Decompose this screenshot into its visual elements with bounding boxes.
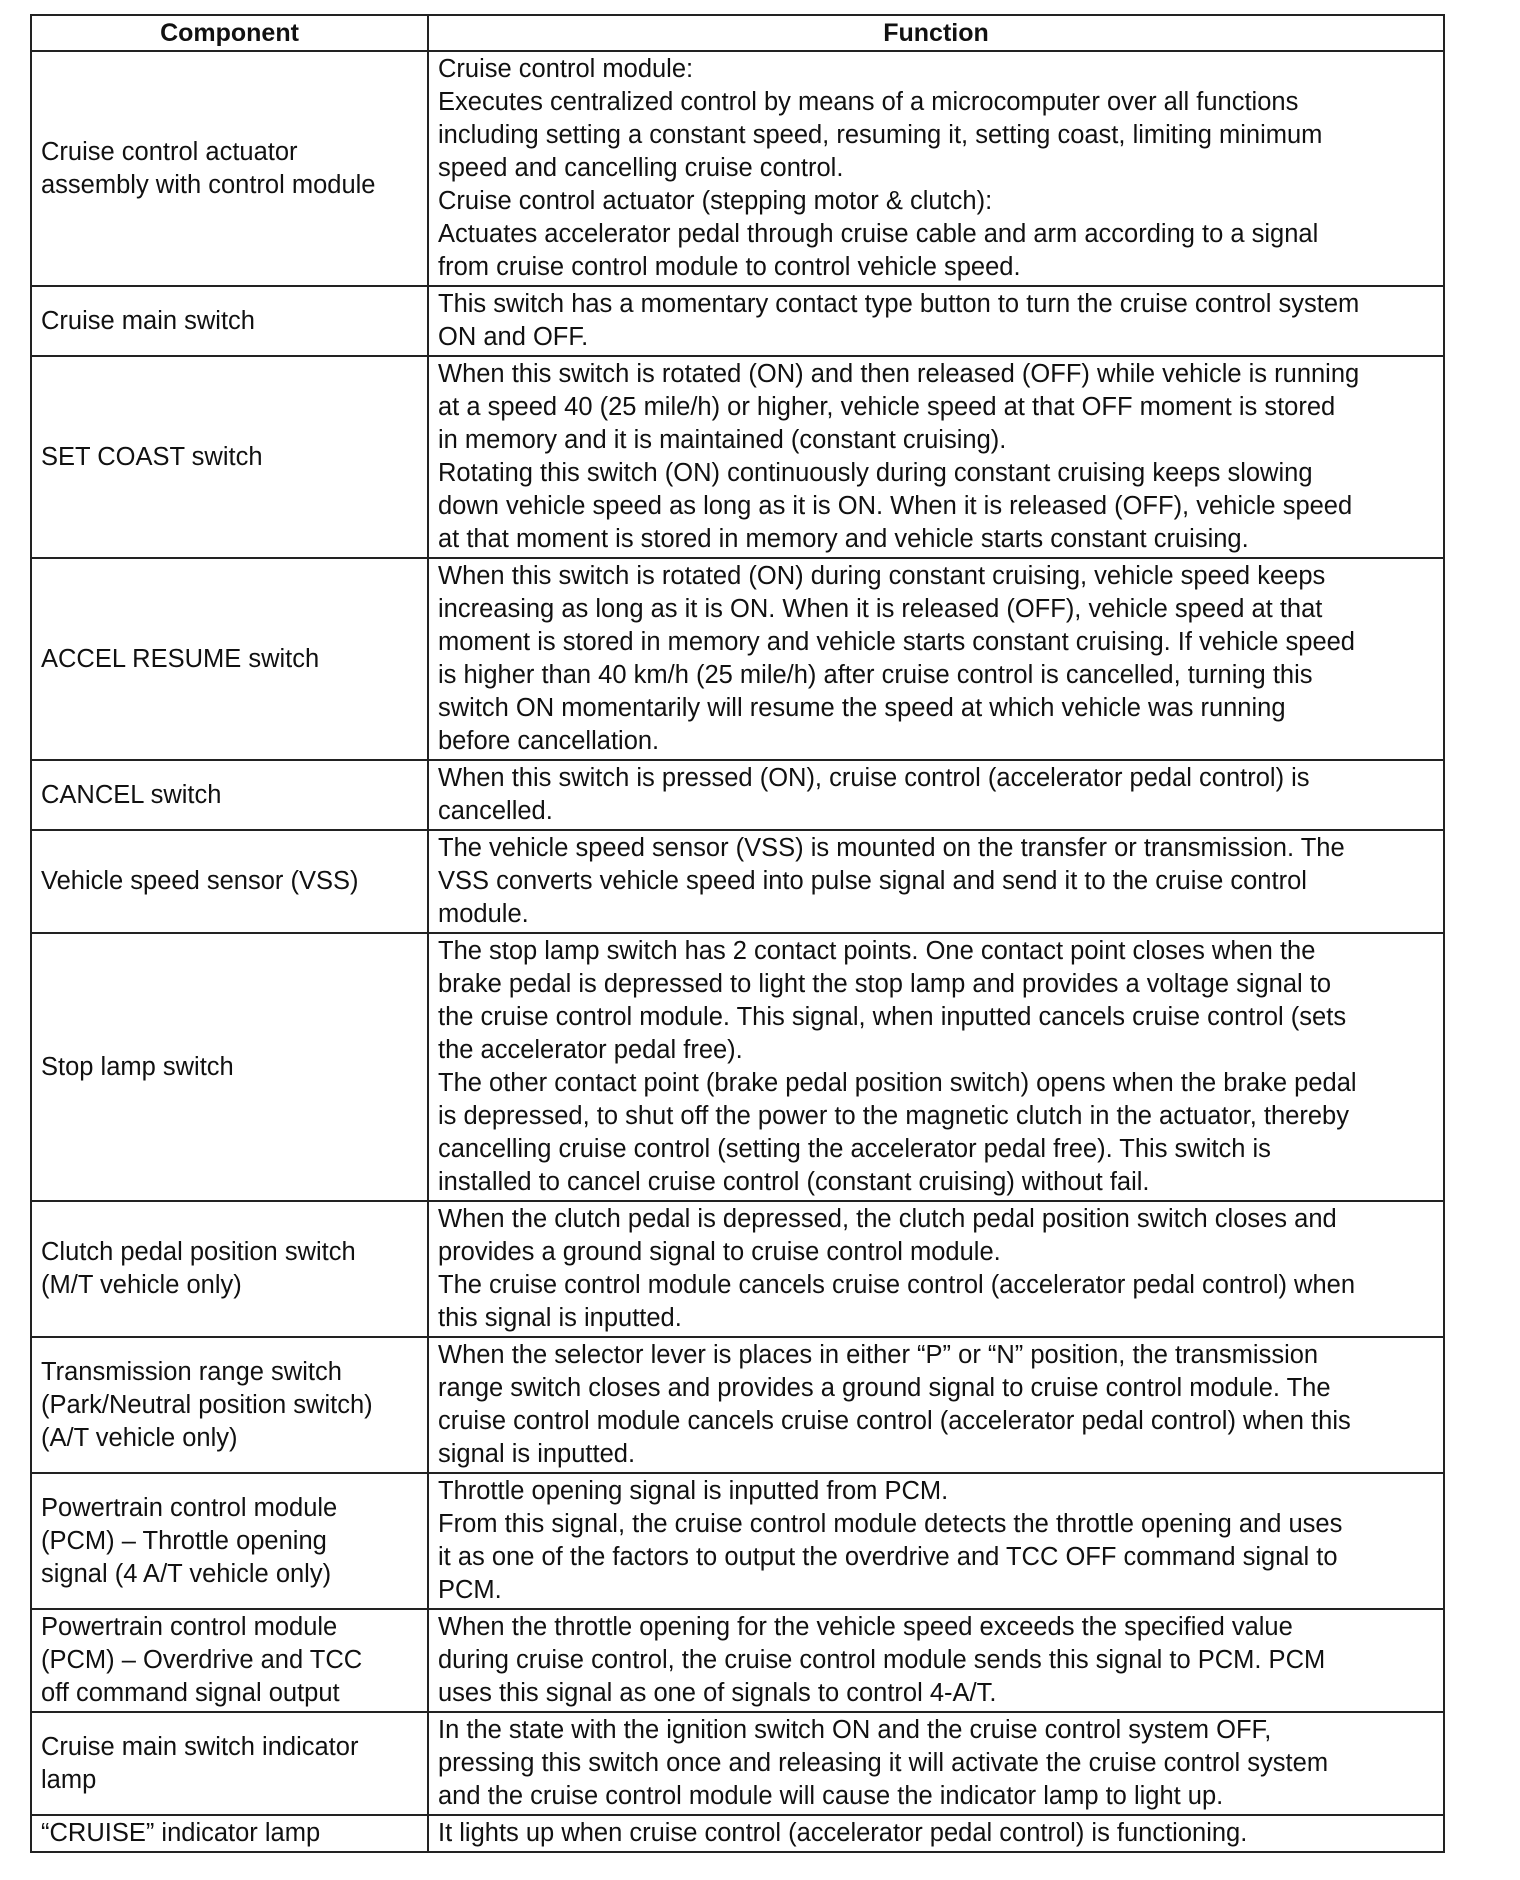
function-text-line: PCM. [438, 1576, 502, 1604]
table-row [31, 356, 1444, 558]
function-text-line: From this signal, the cruise control module detects the throttle opening and uses [438, 1510, 1343, 1538]
component-text-line: lamp [41, 1765, 97, 1794]
function-text-line: ON and OFF. [438, 323, 589, 351]
function-text-line: VSS converts vehicle speed into pulse signal and send it to the cruise control [438, 867, 1307, 895]
function-cell [428, 1473, 1444, 1609]
function-text-line: down vehicle speed as long as it is ON. When it is released (OFF), vehicle speed [438, 492, 1353, 520]
function-cell [428, 1815, 1444, 1852]
function-cell [428, 1712, 1444, 1815]
function-cell [428, 933, 1444, 1201]
function-text-line: brake pedal is depressed to light the stop lamp and provides a voltage signal to [438, 970, 1332, 998]
component-text-line: Clutch pedal position switch [41, 1238, 356, 1266]
function-text-line: the accelerator pedal free). [438, 1036, 743, 1064]
component-cell [31, 51, 428, 286]
function-cell [428, 1201, 1444, 1337]
function-text-line: This switch has a momentary contact type button to turn the cruise control system [438, 290, 1360, 318]
function-text-line: from cruise control module to control vehicle speed. [438, 253, 1021, 281]
function-cell [428, 1609, 1444, 1712]
component-cell [31, 286, 428, 356]
function-text-line: signal is inputted. [438, 1440, 636, 1468]
function-text-line: increasing as long as it is ON. When it is released (OFF), vehicle speed at that [438, 595, 1323, 623]
header-component: Component [31, 15, 428, 51]
function-cell [428, 51, 1444, 286]
component-cell [31, 830, 428, 933]
component-cell [31, 760, 428, 830]
component-cell [31, 1337, 428, 1473]
function-text-line: The stop lamp switch has 2 contact points. One contact point closes when the [438, 937, 1316, 965]
function-text-line: it as one of the factors to output the overdrive and TCC OFF command signal to [438, 1543, 1338, 1571]
function-cell [428, 286, 1444, 356]
function-text-line: When the selector lever is places in either “P” or “N” position, the transmission [438, 1341, 1319, 1369]
function-text-line: the cruise control module. This signal, when inputted cancels cruise control (sets [438, 1003, 1347, 1031]
function-text-line: range switch closes and provides a ground signal to cruise control module. The [438, 1374, 1331, 1402]
table-row [31, 1609, 1444, 1712]
function-text-line: Cruise control actuator (stepping motor & clutch): [438, 187, 993, 215]
table-row [31, 51, 1444, 286]
function-text-line: The vehicle speed sensor (VSS) is mounted on the transfer or transmission. The [438, 834, 1345, 862]
table-row [31, 760, 1444, 830]
table-row [31, 830, 1444, 933]
component-cell [31, 558, 428, 760]
component-text-line: Cruise main switch indicator [41, 1732, 359, 1761]
component-text-line: assembly with control module [41, 170, 376, 199]
function-cell [428, 760, 1444, 830]
function-text-line: installed to cancel cruise control (constant cruising) without fail. [438, 1168, 1150, 1196]
component-text-line: Cruise control actuator [41, 137, 298, 166]
function-text-line: is higher than 40 km/h (25 mile/h) after cruise control is cancelled, turning this [438, 661, 1313, 689]
function-text-line: module. [438, 900, 529, 928]
function-text-line: at that moment is stored in memory and vehicle starts constant cruising. [438, 525, 1249, 553]
function-text-line: Rotating this switch (ON) continuously during constant cruising keeps slowing [438, 459, 1313, 487]
function-text-line: switch ON momentarily will resume the speed at which vehicle was running [438, 694, 1286, 722]
table-row [31, 558, 1444, 760]
function-text-line: Cruise control module: [438, 55, 694, 83]
function-text-line: this signal is inputted. [438, 1304, 682, 1332]
function-cell [428, 356, 1444, 558]
component-text-line: (Park/Neutral position switch) [41, 1390, 373, 1419]
component-text-line: ACCEL RESUME switch [41, 644, 320, 673]
component-cell [31, 356, 428, 558]
component-text-line: Powertrain control module [41, 1613, 338, 1641]
component-cell [31, 1712, 428, 1815]
component-text-line: Transmission range switch [41, 1357, 342, 1386]
function-text-line: The other contact point (brake pedal position switch) opens when the brake pedal [438, 1069, 1357, 1097]
function-text-line: before cancellation. [438, 727, 660, 755]
function-text-line: moment is stored in memory and vehicle starts constant cruising. If vehicle speed [438, 628, 1355, 656]
function-text-line: cruise control module cancels cruise control (accelerator pedal control) when this [438, 1407, 1351, 1435]
function-cell [428, 830, 1444, 933]
component-text-line: off command signal output [41, 1679, 340, 1707]
function-text-line: cancelling cruise control (setting the accelerator pedal free). This switch is [438, 1135, 1271, 1163]
header-function: Function [428, 15, 1444, 51]
component-cell [31, 1815, 428, 1852]
table-row [31, 1201, 1444, 1337]
table-row [31, 286, 1444, 356]
component-text-line: signal (4 A/T vehicle only) [41, 1559, 332, 1588]
function-cell [428, 1337, 1444, 1473]
function-text-line: In the state with the ignition switch ON and the cruise control system OFF, [438, 1716, 1272, 1744]
table-row [31, 1712, 1444, 1815]
component-text-line: Vehicle speed sensor (VSS) [41, 867, 359, 895]
function-text-line: It lights up when cruise control (accelerator pedal control) is functioning. [438, 1819, 1248, 1847]
function-text-line: Throttle opening signal is inputted from PCM. [438, 1477, 949, 1505]
component-text-line: (PCM) – Overdrive and TCC [41, 1646, 363, 1674]
table-header-row [31, 15, 1444, 51]
function-text-line: When this switch is pressed (ON), cruise control (accelerator pedal control) is [438, 764, 1310, 792]
component-text-line: SET COAST switch [41, 442, 263, 471]
function-text-line: The cruise control module cancels cruise control (accelerator pedal control) when [438, 1271, 1356, 1299]
component-text-line: Stop lamp switch [41, 1052, 234, 1081]
function-text-line: When the throttle opening for the vehicle speed exceeds the specified value [438, 1613, 1293, 1641]
function-text-line: Executes centralized control by means of a microcomputer over all functions [438, 88, 1299, 116]
function-text-line: during cruise control, the cruise control module sends this signal to PCM. PCM [438, 1646, 1326, 1674]
table-row [31, 933, 1444, 1201]
function-text-line: is depressed, to shut off the power to the magnetic clutch in the actuator, thereby [438, 1102, 1349, 1130]
component-text-line: (PCM) – Throttle opening [41, 1526, 327, 1555]
function-text-line: uses this signal as one of signals to control 4-A/T. [438, 1679, 997, 1707]
function-text-line: provides a ground signal to cruise control module. [438, 1238, 1001, 1266]
function-text-line: pressing this switch once and releasing it will activate the cruise control system [438, 1749, 1329, 1777]
function-text-line: When this switch is rotated (ON) during constant cruising, vehicle speed keeps [438, 562, 1326, 590]
component-text-line: “CRUISE” indicator lamp [41, 1819, 321, 1847]
function-text-line: speed and cancelling cruise control. [438, 154, 844, 182]
component-text-line: (M/T vehicle only) [41, 1271, 242, 1299]
function-text-line: and the cruise control module will cause the indicator lamp to light up. [438, 1782, 1224, 1810]
component-text-line: CANCEL switch [41, 780, 222, 809]
table-row [31, 1815, 1444, 1852]
function-text-line: When this switch is rotated (ON) and then released (OFF) while vehicle is running [438, 360, 1360, 388]
component-cell [31, 1473, 428, 1609]
function-text-line: cancelled. [438, 797, 553, 825]
function-text-line: at a speed 40 (25 mile/h) or higher, vehicle speed at that OFF moment is stored [438, 393, 1336, 421]
document-page [30, 14, 1443, 1853]
function-text-line: including setting a constant speed, resuming it, setting coast, limiting minimum [438, 121, 1323, 149]
component-cell [31, 1201, 428, 1337]
function-text-line: in memory and it is maintained (constant cruising). [438, 426, 1007, 454]
table-row [31, 1337, 1444, 1473]
component-cell [31, 933, 428, 1201]
function-cell [428, 558, 1444, 760]
component-text-line: Cruise main switch [41, 306, 255, 335]
table-row [31, 1473, 1444, 1609]
function-text-line: When the clutch pedal is depressed, the clutch pedal position switch closes and [438, 1205, 1337, 1233]
function-text-line: Actuates accelerator pedal through cruise cable and arm according to a signal [438, 220, 1319, 248]
component-text-line: (A/T vehicle only) [41, 1423, 238, 1452]
component-text-line: Powertrain control module [41, 1493, 338, 1522]
component-cell [31, 1609, 428, 1712]
component-function-table [30, 14, 1445, 1853]
table-body [31, 51, 1444, 1852]
